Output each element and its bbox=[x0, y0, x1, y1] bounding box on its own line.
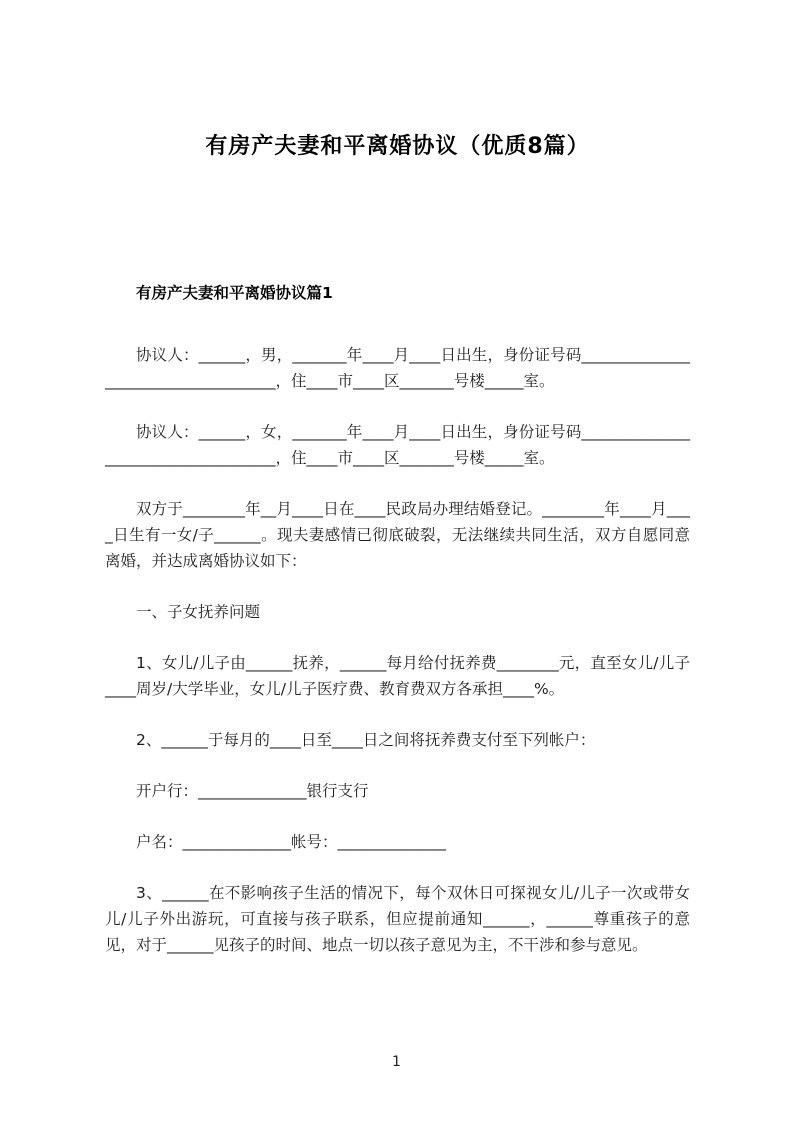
paragraph-marriage-registration: 双方于________年__月____日在____民政局办理结婚登记。________年____月____日生有一女/子______。现夫妻感情已彻底破裂，无法继续共同生活，双方自愿同意离婚，并达成离婚协议如下： bbox=[105, 499, 690, 570]
document-title: 有房产夫妻和平离婚协议（优质8篇） bbox=[205, 134, 590, 159]
paragraph-custody-item-3: 3、______在不影响孩子生活的情况下，每个双休日可探视女儿/儿子一次或带女儿/儿子外出游玩，可直接与孩子联系，但应提前通知______，______尊重孩子的意见，对于______见孩子的时间、地点一切以孩子意见为主，不干涉和参与意见。 bbox=[105, 883, 690, 954]
document-body bbox=[105, 280, 690, 958]
paragraph-party-male: 协议人：______，男，_______年____月____日出生，身份证号码____________________________________，住____市____区_______号楼_____室。 bbox=[105, 345, 690, 390]
paragraph-custody-heading: 一、子女抚养问题 bbox=[136, 602, 261, 621]
section-heading: 有房产夫妻和平离婚协议篇1 bbox=[136, 283, 333, 302]
paragraph-custody-item-1: 1、女儿/儿子由______抚养，______每月给付抚养费________元，直至女儿/儿子____周岁/大学毕业，女儿/儿子医疗费、教育费双方各承担____%。 bbox=[105, 653, 690, 698]
paragraph-bank-branch: 开户行：______________银行支行 bbox=[136, 781, 369, 800]
paragraph-account-info: 户名：______________帐号：______________ bbox=[136, 832, 447, 851]
paragraph-custody-item-2: 2、______于每月的____日至____日之间将抚养费支付至下列帐户： bbox=[136, 730, 596, 749]
page-number: 1 bbox=[392, 1054, 401, 1070]
paragraph-party-female: 协议人：______，女，_______年____月____日出生，身份证号码____________________________________，住____市____区_______号楼_____室。 bbox=[105, 422, 690, 467]
